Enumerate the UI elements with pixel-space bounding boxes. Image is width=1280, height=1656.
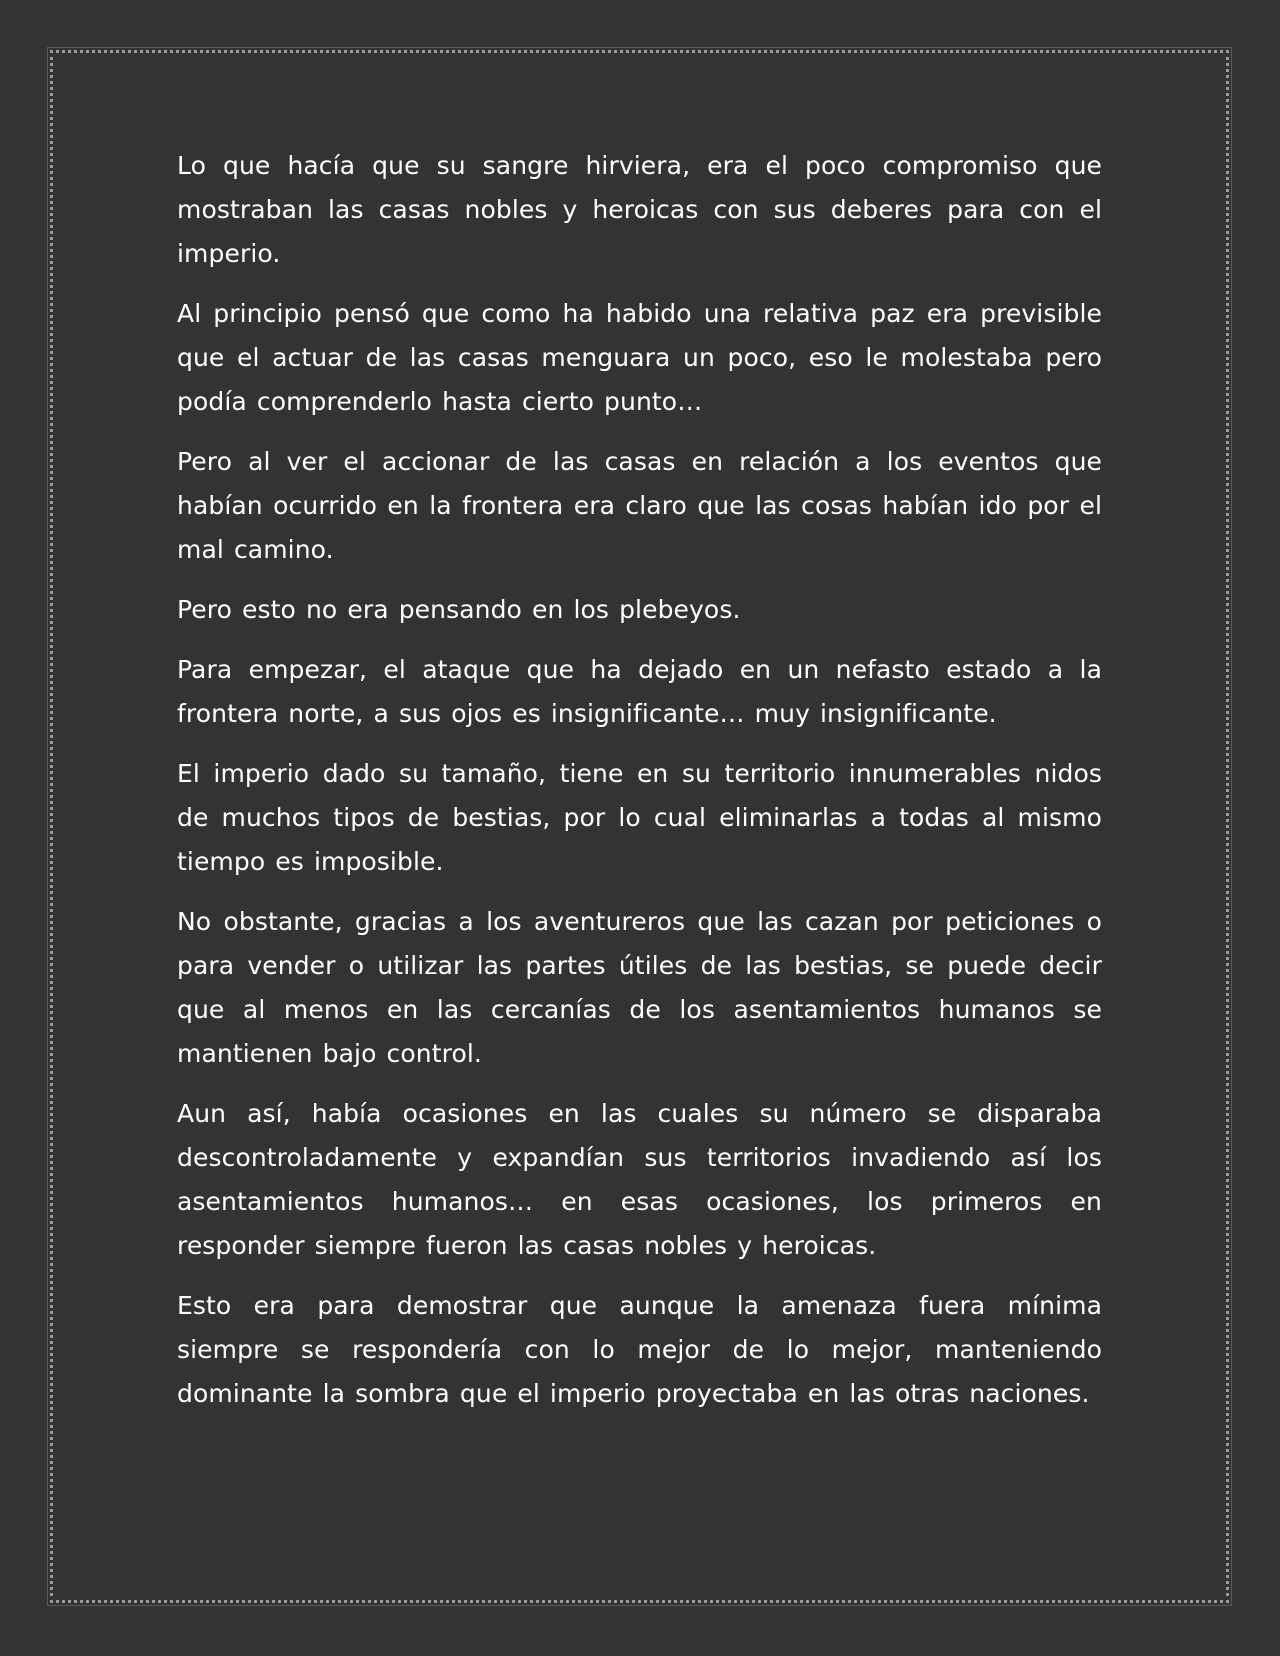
paragraph-1: Lo que hacía que su sangre hirviera, era el poco compromiso que mostraban las casas nobles y heroicas con sus deberes para con el imperio. [177, 151, 1102, 268]
paragraph-4: Pero esto no era pensando en los plebeyos. [177, 595, 741, 624]
paragraph-2: Al principio pensó que como ha habido una relativa paz era previsible que el actuar de las casas menguara un poco, eso le molestaba pero podía comprenderlo hasta cierto punto… [177, 299, 1102, 416]
paragraph-5: Para empezar, el ataque que ha dejado en un nefasto estado a la frontera norte, a sus ojos es insignificante… muy insignificante. [177, 655, 1102, 728]
paragraph-6: El imperio dado su tamaño, tiene en su territorio innumerables nidos de muchos tipos de bestias, por lo cual eliminarlas a todas al mismo tiempo es imposible. [177, 759, 1102, 876]
paragraph-8: Aun así, había ocasiones en las cuales su número se disparaba descontroladamente y expandían sus territorios invadiendo así los asentamientos humanos… en esas ocasiones, los primeros en responder siempre fueron las casas nobles y heroicas. [177, 1099, 1102, 1260]
paragraph-7: No obstante, gracias a los aventureros que las cazan por peticiones o para vender o utilizar las partes útiles de las bestias, se puede decir que al menos en las cercanías de los asentamientos humanos se mantienen bajo control. [177, 907, 1102, 1068]
paragraph-3: Pero al ver el accionar de las casas en relación a los eventos que habían ocurrido en la frontera era claro que las cosas habían ido por el mal camino. [177, 447, 1102, 564]
paragraph-9: Esto era para demostrar que aunque la amenaza fuera mínima siempre se respondería con lo mejor de lo mejor, manteniendo dominante la sombra que el imperio proyectaba en las otras naciones. [177, 1291, 1102, 1408]
document-body [177, 144, 1102, 1432]
